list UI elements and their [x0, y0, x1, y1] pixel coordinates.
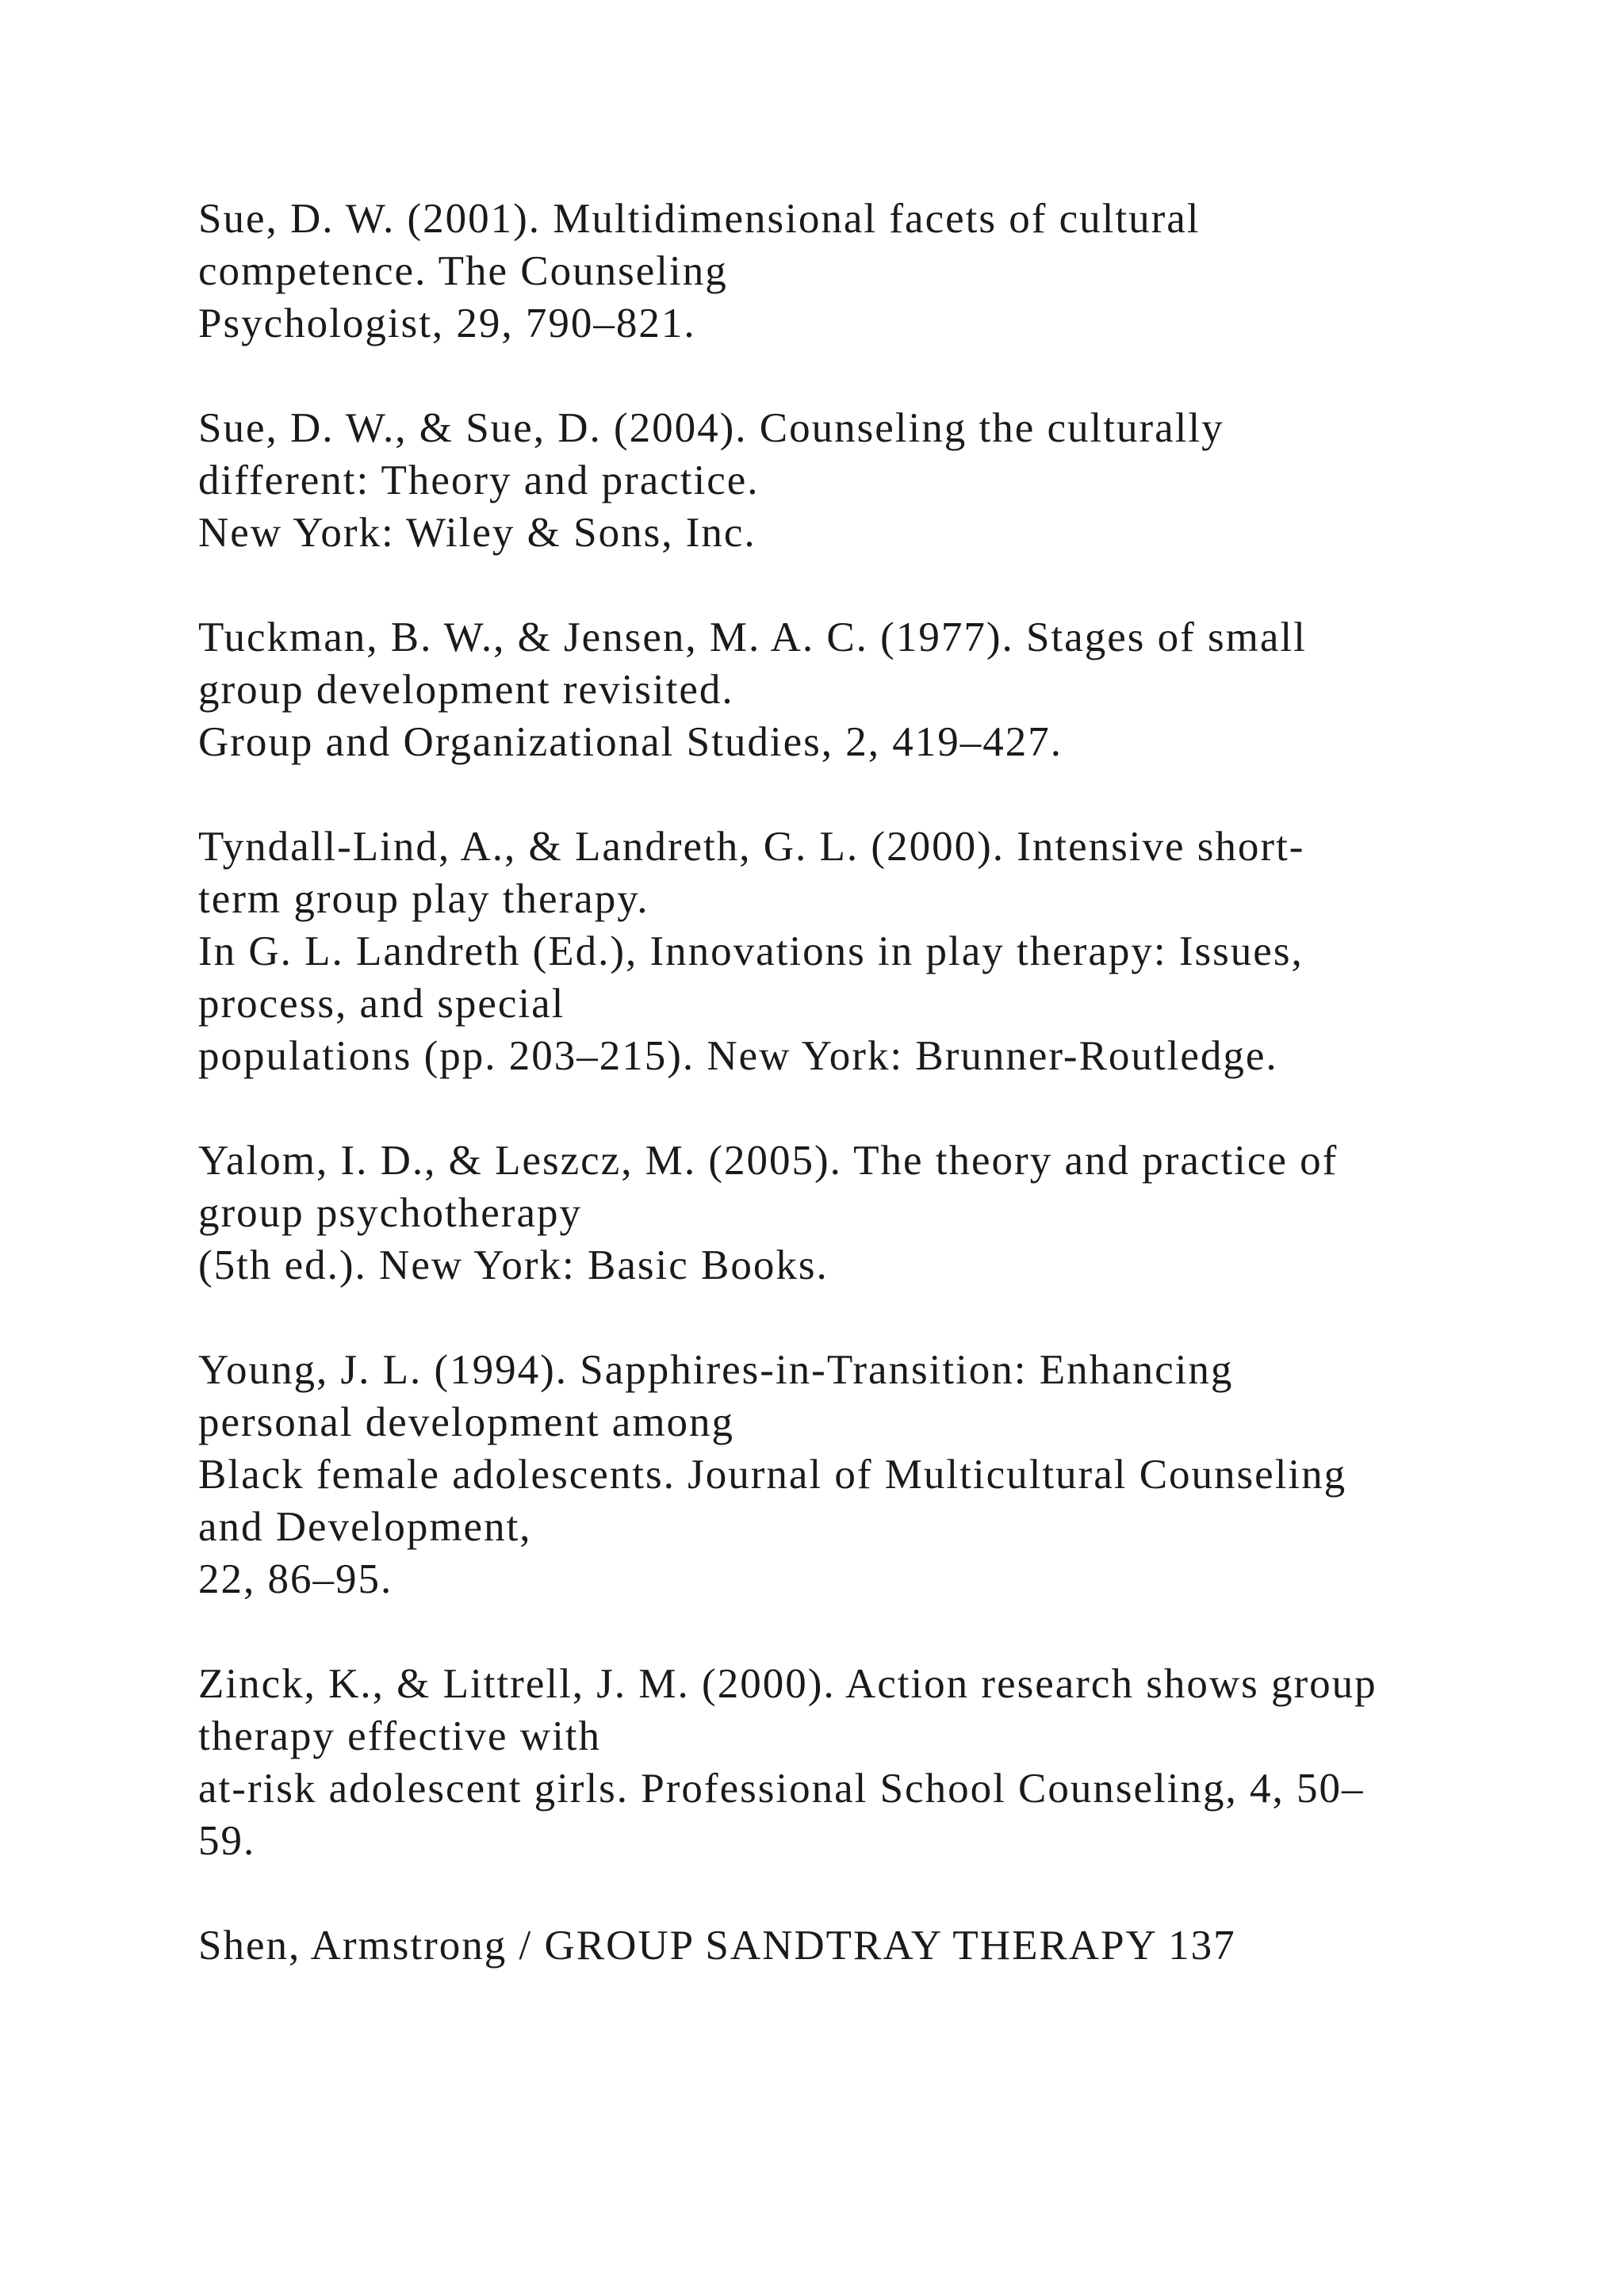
reference-line: competence. The Counseling: [198, 248, 728, 294]
reference-entry-tyndall-lind-2000: [198, 821, 1546, 1082]
reference-entry-young-1994: [198, 1344, 1546, 1605]
reference-line: and Development,: [198, 1504, 532, 1550]
reference-entry-sue-2001: [198, 193, 1546, 350]
reference-line: 22, 86–95.: [198, 1556, 393, 1602]
reference-line: (5th ed.). New York: Basic Books.: [198, 1242, 829, 1288]
reference-line: In G. L. Landreth (Ed.), Innovations in play therapy: Issues,: [198, 928, 1304, 974]
reference-line: 59.: [198, 1818, 256, 1864]
reference-line: Tyndall-Lind, A., & Landreth, G. L. (2000). Intensive short-: [198, 824, 1305, 870]
reference-entry-zinck-2000: [198, 1658, 1546, 1867]
reference-line: Group and Organizational Studies, 2, 419–427.: [198, 719, 1063, 765]
reference-line: at-risk adolescent girls. Professional School Counseling, 4, 50–: [198, 1766, 1365, 1812]
reference-line: Zinck, K., & Littrell, J. M. (2000). Action research shows group: [198, 1661, 1377, 1707]
reference-entry-tuckman-1977: [198, 611, 1546, 768]
reference-line: personal development among: [198, 1399, 735, 1445]
reference-line: process, and special: [198, 981, 565, 1027]
reference-line: Young, J. L. (1994). Sapphires-in-Transition: Enhancing: [198, 1347, 1234, 1393]
reference-line: Yalom, I. D., & Leszcz, M. (2005). The theory and practice of: [198, 1138, 1339, 1184]
reference-line: Black female adolescents. Journal of Multicultural Counseling: [198, 1452, 1347, 1498]
reference-line: term group play therapy.: [198, 876, 649, 922]
reference-line: Psychologist, 29, 790–821.: [198, 300, 696, 346]
reference-line: Sue, D. W. (2001). Multidimensional facets of cultural: [198, 196, 1201, 242]
reference-line: group psychotherapy: [198, 1190, 582, 1236]
reference-line: populations (pp. 203–215). New York: Brunner-Routledge.: [198, 1033, 1278, 1079]
running-footer: Shen, Armstrong / GROUP SANDTRAY THERAPY 137: [198, 1923, 1236, 1969]
reference-line: group development revisited.: [198, 667, 734, 713]
reference-line: therapy effective with: [198, 1713, 602, 1759]
reference-entry-yalom-2005: [198, 1135, 1546, 1292]
reference-line: New York: Wiley & Sons, Inc.: [198, 510, 756, 556]
reference-entry-sue-2004: [198, 402, 1546, 559]
reference-line: Tuckman, B. W., & Jensen, M. A. C. (1977). Stages of small: [198, 614, 1307, 660]
reference-list: [198, 193, 1546, 1972]
reference-line: different: Theory and practice.: [198, 457, 760, 503]
reference-line: Sue, D. W., & Sue, D. (2004). Counseling the culturally: [198, 405, 1224, 451]
